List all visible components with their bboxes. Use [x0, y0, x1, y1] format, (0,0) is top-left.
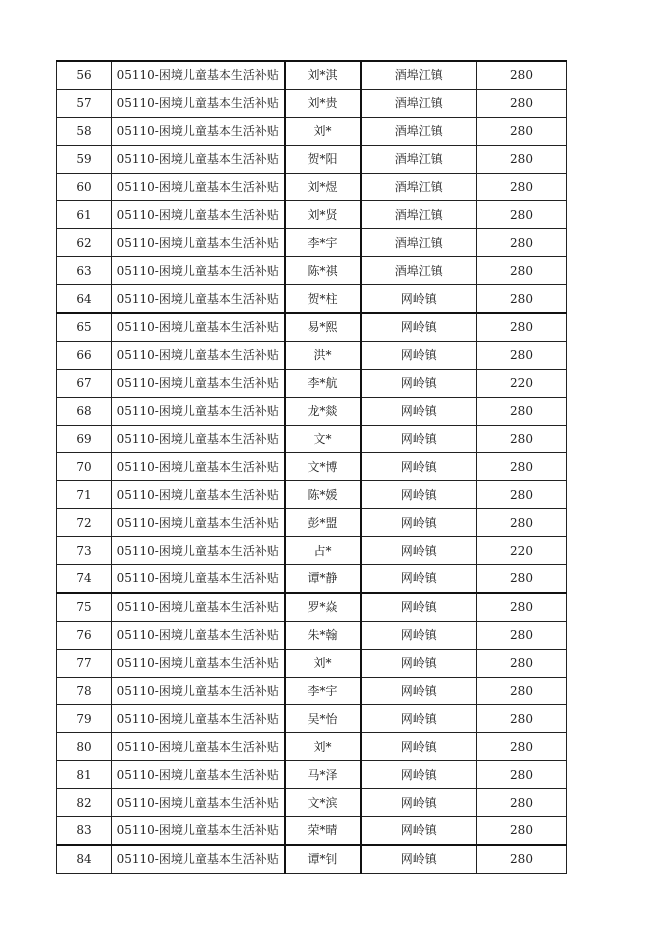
table-row: [57, 705, 567, 733]
town-cell: 网岭镇: [361, 425, 477, 453]
table-row: [57, 481, 567, 509]
subsidy-item-cell: 05110-困境儿童基本生活补贴: [112, 229, 285, 257]
table-row: [57, 565, 567, 593]
table-row: [57, 845, 567, 873]
subsidy-item-cell: 05110-困境儿童基本生活补贴: [112, 649, 285, 677]
row-number-cell: 65: [57, 313, 112, 341]
table-row: [57, 229, 567, 257]
recipient-name-cell: 陈*媛: [285, 481, 361, 509]
recipient-name-cell: 刘*: [285, 733, 361, 761]
subsidy-table: [56, 60, 567, 874]
town-cell: 酒埠江镇: [361, 201, 477, 229]
town-cell: 酒埠江镇: [361, 89, 477, 117]
table-row: [57, 733, 567, 761]
subsidy-item-cell: 05110-困境儿童基本生活补贴: [112, 117, 285, 145]
row-number-cell: 80: [57, 733, 112, 761]
row-number-cell: 64: [57, 285, 112, 313]
subsidy-item-cell: 05110-困境儿童基本生活补贴: [112, 173, 285, 201]
town-cell: 酒埠江镇: [361, 145, 477, 173]
row-number-cell: 72: [57, 509, 112, 537]
town-cell: 网岭镇: [361, 733, 477, 761]
table-row: [57, 817, 567, 845]
subsidy-item-cell: 05110-困境儿童基本生活补贴: [112, 733, 285, 761]
table-row: [57, 761, 567, 789]
amount-cell: 280: [477, 397, 567, 425]
subsidy-item-cell: 05110-困境儿童基本生活补贴: [112, 341, 285, 369]
recipient-name-cell: 马*泽: [285, 761, 361, 789]
table-row: [57, 789, 567, 817]
table-row: [57, 201, 567, 229]
recipient-name-cell: 文*: [285, 425, 361, 453]
subsidy-item-cell: 05110-困境儿童基本生活补贴: [112, 425, 285, 453]
town-cell: 酒埠江镇: [361, 173, 477, 201]
row-number-cell: 57: [57, 89, 112, 117]
recipient-name-cell: 刘*: [285, 117, 361, 145]
row-number-cell: 77: [57, 649, 112, 677]
amount-cell: 280: [477, 593, 567, 621]
recipient-name-cell: 李*宇: [285, 229, 361, 257]
subsidy-item-cell: 05110-困境儿童基本生活补贴: [112, 145, 285, 173]
table-row: [57, 257, 567, 285]
row-number-cell: 62: [57, 229, 112, 257]
row-number-cell: 56: [57, 61, 112, 89]
table-row: [57, 649, 567, 677]
town-cell: 网岭镇: [361, 481, 477, 509]
table-row: [57, 369, 567, 397]
amount-cell: 280: [477, 89, 567, 117]
recipient-name-cell: 刘*煜: [285, 173, 361, 201]
recipient-name-cell: 陈*祺: [285, 257, 361, 285]
recipient-name-cell: 荣*晴: [285, 817, 361, 845]
recipient-name-cell: 罗*焱: [285, 593, 361, 621]
table-row: [57, 677, 567, 705]
row-number-cell: 82: [57, 789, 112, 817]
subsidy-item-cell: 05110-困境儿童基本生活补贴: [112, 537, 285, 565]
row-number-cell: 68: [57, 397, 112, 425]
recipient-name-cell: 朱*翰: [285, 621, 361, 649]
town-cell: 酒埠江镇: [361, 117, 477, 145]
table-row: [57, 173, 567, 201]
table-row: [57, 453, 567, 481]
amount-cell: 280: [477, 229, 567, 257]
subsidy-item-cell: 05110-困境儿童基本生活补贴: [112, 61, 285, 89]
amount-cell: 280: [477, 453, 567, 481]
table-row: [57, 145, 567, 173]
town-cell: 网岭镇: [361, 369, 477, 397]
recipient-name-cell: 谭*静: [285, 565, 361, 593]
town-cell: 网岭镇: [361, 649, 477, 677]
recipient-name-cell: 龙*燚: [285, 397, 361, 425]
row-number-cell: 58: [57, 117, 112, 145]
amount-cell: 280: [477, 817, 567, 845]
subsidy-item-cell: 05110-困境儿童基本生活补贴: [112, 817, 285, 845]
row-number-cell: 73: [57, 537, 112, 565]
row-number-cell: 75: [57, 593, 112, 621]
recipient-name-cell: 贺*柱: [285, 285, 361, 313]
subsidy-item-cell: 05110-困境儿童基本生活补贴: [112, 257, 285, 285]
recipient-name-cell: 洪*: [285, 341, 361, 369]
amount-cell: 280: [477, 621, 567, 649]
row-number-cell: 66: [57, 341, 112, 369]
subsidy-item-cell: 05110-困境儿童基本生活补贴: [112, 705, 285, 733]
town-cell: 网岭镇: [361, 537, 477, 565]
recipient-name-cell: 刘*淇: [285, 61, 361, 89]
town-cell: 网岭镇: [361, 285, 477, 313]
amount-cell: 280: [477, 789, 567, 817]
row-number-cell: 60: [57, 173, 112, 201]
town-cell: 网岭镇: [361, 845, 477, 873]
row-number-cell: 79: [57, 705, 112, 733]
amount-cell: 280: [477, 285, 567, 313]
table-row: [57, 61, 567, 89]
row-number-cell: 69: [57, 425, 112, 453]
recipient-name-cell: 文*博: [285, 453, 361, 481]
amount-cell: 280: [477, 117, 567, 145]
table-row: [57, 537, 567, 565]
town-cell: 网岭镇: [361, 565, 477, 593]
recipient-name-cell: 刘*: [285, 649, 361, 677]
amount-cell: 280: [477, 145, 567, 173]
row-number-cell: 61: [57, 201, 112, 229]
amount-cell: 280: [477, 201, 567, 229]
table-row: [57, 509, 567, 537]
amount-cell: 280: [477, 257, 567, 285]
subsidy-item-cell: 05110-困境儿童基本生活补贴: [112, 397, 285, 425]
recipient-name-cell: 李*宇: [285, 677, 361, 705]
town-cell: 酒埠江镇: [361, 229, 477, 257]
recipient-name-cell: 占*: [285, 537, 361, 565]
table-row: [57, 593, 567, 621]
amount-cell: 280: [477, 705, 567, 733]
amount-cell: 280: [477, 313, 567, 341]
row-number-cell: 74: [57, 565, 112, 593]
amount-cell: 220: [477, 537, 567, 565]
amount-cell: 280: [477, 761, 567, 789]
amount-cell: 280: [477, 649, 567, 677]
row-number-cell: 83: [57, 817, 112, 845]
town-cell: 酒埠江镇: [361, 61, 477, 89]
town-cell: 网岭镇: [361, 397, 477, 425]
amount-cell: 280: [477, 677, 567, 705]
table-row: [57, 341, 567, 369]
table-row: [57, 425, 567, 453]
row-number-cell: 63: [57, 257, 112, 285]
town-cell: 网岭镇: [361, 789, 477, 817]
amount-cell: 280: [477, 509, 567, 537]
amount-cell: 280: [477, 425, 567, 453]
subsidy-item-cell: 05110-困境儿童基本生活补贴: [112, 201, 285, 229]
table-row: [57, 285, 567, 313]
subsidy-item-cell: 05110-困境儿童基本生活补贴: [112, 481, 285, 509]
town-cell: 网岭镇: [361, 593, 477, 621]
amount-cell: 280: [477, 341, 567, 369]
amount-cell: 280: [477, 733, 567, 761]
row-number-cell: 84: [57, 845, 112, 873]
town-cell: 酒埠江镇: [361, 257, 477, 285]
subsidy-item-cell: 05110-困境儿童基本生活补贴: [112, 89, 285, 117]
table-row: [57, 397, 567, 425]
recipient-name-cell: 易*熙: [285, 313, 361, 341]
recipient-name-cell: 李*航: [285, 369, 361, 397]
subsidy-item-cell: 05110-困境儿童基本生活补贴: [112, 369, 285, 397]
amount-cell: 220: [477, 369, 567, 397]
town-cell: 网岭镇: [361, 817, 477, 845]
recipient-name-cell: 刘*贵: [285, 89, 361, 117]
town-cell: 网岭镇: [361, 677, 477, 705]
subsidy-item-cell: 05110-困境儿童基本生活补贴: [112, 789, 285, 817]
recipient-name-cell: 吴*怡: [285, 705, 361, 733]
subsidy-item-cell: 05110-困境儿童基本生活补贴: [112, 313, 285, 341]
amount-cell: 280: [477, 845, 567, 873]
subsidy-item-cell: 05110-困境儿童基本生活补贴: [112, 285, 285, 313]
amount-cell: 280: [477, 173, 567, 201]
subsidy-item-cell: 05110-困境儿童基本生活补贴: [112, 677, 285, 705]
town-cell: 网岭镇: [361, 621, 477, 649]
subsidy-item-cell: 05110-困境儿童基本生活补贴: [112, 509, 285, 537]
row-number-cell: 76: [57, 621, 112, 649]
row-number-cell: 78: [57, 677, 112, 705]
recipient-name-cell: 刘*贤: [285, 201, 361, 229]
table-row: [57, 117, 567, 145]
table-row: [57, 313, 567, 341]
row-number-cell: 67: [57, 369, 112, 397]
table-row: [57, 89, 567, 117]
table-row: [57, 621, 567, 649]
town-cell: 网岭镇: [361, 313, 477, 341]
amount-cell: 280: [477, 565, 567, 593]
amount-cell: 280: [477, 61, 567, 89]
recipient-name-cell: 谭*钊: [285, 845, 361, 873]
row-number-cell: 59: [57, 145, 112, 173]
town-cell: 网岭镇: [361, 509, 477, 537]
subsidy-item-cell: 05110-困境儿童基本生活补贴: [112, 761, 285, 789]
recipient-name-cell: 彭*盟: [285, 509, 361, 537]
town-cell: 网岭镇: [361, 705, 477, 733]
recipient-name-cell: 贺*阳: [285, 145, 361, 173]
subsidy-item-cell: 05110-困境儿童基本生活补贴: [112, 593, 285, 621]
town-cell: 网岭镇: [361, 341, 477, 369]
subsidy-item-cell: 05110-困境儿童基本生活补贴: [112, 565, 285, 593]
town-cell: 网岭镇: [361, 761, 477, 789]
subsidy-item-cell: 05110-困境儿童基本生活补贴: [112, 621, 285, 649]
amount-cell: 280: [477, 481, 567, 509]
subsidy-item-cell: 05110-困境儿童基本生活补贴: [112, 453, 285, 481]
row-number-cell: 70: [57, 453, 112, 481]
town-cell: 网岭镇: [361, 453, 477, 481]
recipient-name-cell: 文*滨: [285, 789, 361, 817]
row-number-cell: 81: [57, 761, 112, 789]
subsidy-item-cell: 05110-困境儿童基本生活补贴: [112, 845, 285, 873]
row-number-cell: 71: [57, 481, 112, 509]
